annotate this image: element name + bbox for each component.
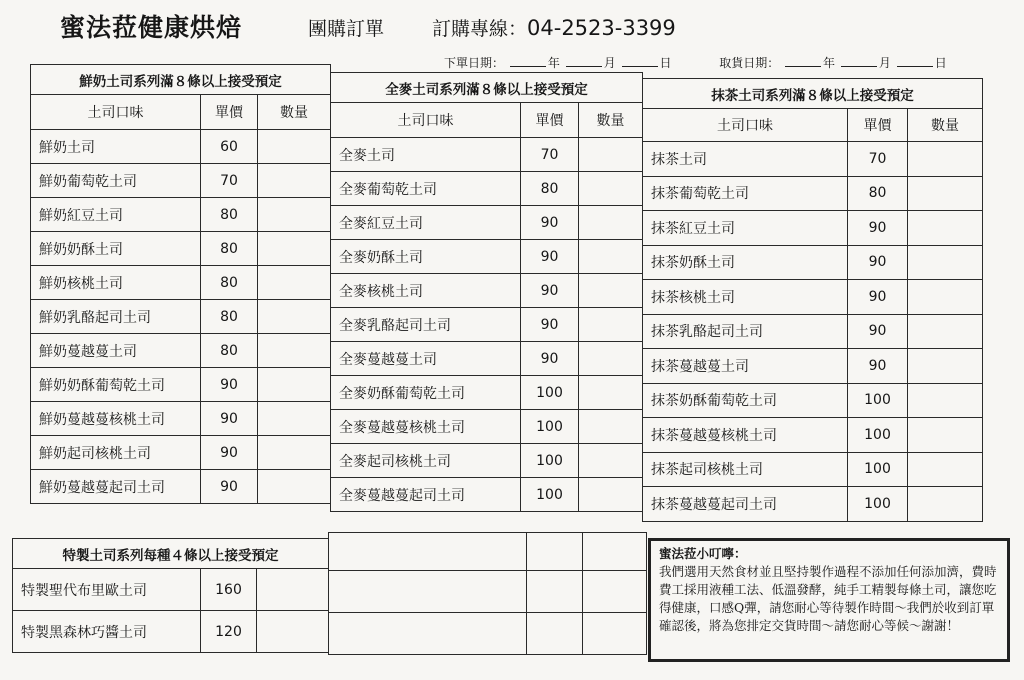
table-row [331, 274, 643, 308]
table-row [643, 349, 983, 384]
form-header [0, 0, 1024, 70]
unit-price: 100 [848, 487, 908, 522]
flavor-name: 全麥紅豆土司 [331, 206, 521, 240]
table-row [31, 368, 331, 402]
quantity-cell[interactable] [908, 142, 983, 177]
table-row [331, 444, 643, 478]
table-row [31, 402, 331, 436]
order-date-label: 下單日期： [444, 56, 505, 70]
unit-price: 80 [201, 334, 258, 368]
special-caption: 特製土司系列每種４條以上接受預定 [13, 539, 329, 569]
quantity-cell[interactable] [908, 176, 983, 211]
table-row [643, 418, 983, 453]
pickup-year-blank[interactable] [785, 56, 821, 67]
flavor-name: 鮮奶蔓越蔓核桃土司 [31, 402, 201, 436]
quantity-cell[interactable] [258, 300, 331, 334]
unit-price: 90 [521, 206, 579, 240]
unit-price: 100 [521, 444, 579, 478]
series-caption: 全麥土司系列滿８條以上接受預定 [331, 73, 643, 103]
table-row [31, 266, 331, 300]
table-row [643, 176, 983, 211]
quantity-cell[interactable] [258, 402, 331, 436]
table-row [13, 569, 329, 611]
whole-wheat-toast-table [330, 72, 643, 512]
form-subtitle: 團購訂單 [308, 18, 385, 40]
unit-price: 90 [848, 245, 908, 280]
qty-column-header: 數量 [908, 109, 983, 142]
order-month-blank[interactable] [566, 56, 602, 67]
blank-cell [583, 571, 647, 613]
unit-price: 80 [201, 300, 258, 334]
unit-price: 90 [521, 342, 579, 376]
unit-price: 80 [201, 232, 258, 266]
flavor-name: 抹茶核桃土司 [643, 280, 848, 315]
quantity-cell[interactable] [908, 452, 983, 487]
quantity-cell[interactable] [908, 280, 983, 315]
table-row [643, 245, 983, 280]
unit-price: 90 [201, 402, 258, 436]
note-body: 我們選用天然食材並且堅持製作過程不添加任何添加濟，費時費工採用液種工法、低溫發酵，純手工精製每條土司，讓您吃得健康，口感Q彈，請您耐心等待製作時間～我們於收到訂單確認後，將為您排定交貨時間～請您耐心等候～謝謝！ [659, 564, 997, 633]
flavor-name: 全麥蔓越蔓起司土司 [331, 478, 521, 512]
flavor-name: 抹茶蔓越蔓核桃土司 [643, 418, 848, 453]
milk-toast-table [30, 64, 331, 504]
table-row [331, 308, 643, 342]
price-column-header: 單價 [201, 95, 258, 130]
order-year-label: 年 [547, 56, 560, 70]
date-fields [444, 54, 947, 71]
table-row [643, 383, 983, 418]
quantity-cell[interactable] [579, 342, 643, 376]
blank-grid [328, 532, 647, 655]
flavor-name: 抹茶乳酪起司土司 [643, 314, 848, 349]
quantity-cell[interactable] [579, 206, 643, 240]
unit-price: 80 [521, 172, 579, 206]
unit-price: 90 [848, 349, 908, 384]
quantity-cell[interactable] [258, 368, 331, 402]
unit-price: 90 [848, 280, 908, 315]
flavor-name: 全麥奶酥土司 [331, 240, 521, 274]
unit-price: 100 [848, 418, 908, 453]
matcha-toast-table [642, 78, 983, 522]
unit-price: 100 [521, 478, 579, 512]
table-row [643, 452, 983, 487]
flavor-name: 鮮奶核桃土司 [31, 266, 201, 300]
table-row [331, 342, 643, 376]
quantity-cell[interactable] [258, 130, 331, 164]
unit-price: 100 [521, 410, 579, 444]
blank-cell [527, 571, 583, 613]
table-row [331, 240, 643, 274]
flavor-name: 抹茶蔓越蔓起司土司 [643, 487, 848, 522]
unit-price: 80 [201, 266, 258, 300]
table-row [31, 130, 331, 164]
flavor-name: 抹茶葡萄乾土司 [643, 176, 848, 211]
flavor-name: 鮮奶蔓越蔓土司 [31, 334, 201, 368]
flavor-column-header: 土司口味 [31, 95, 201, 130]
table-row [643, 280, 983, 315]
special-toast-table [12, 538, 329, 653]
table-row [331, 138, 643, 172]
flavor-column-header: 土司口味 [643, 109, 848, 142]
series-caption: 抹茶土司系列滿８條以上接受預定 [643, 79, 983, 109]
unit-price: 80 [201, 198, 258, 232]
table-row [31, 232, 331, 266]
blank-cell [329, 571, 527, 613]
table-row [31, 164, 331, 198]
table-row [31, 470, 331, 504]
flavor-name: 全麥乳酪起司土司 [331, 308, 521, 342]
quantity-cell[interactable] [579, 376, 643, 410]
flavor-name: 全麥核桃土司 [331, 274, 521, 308]
flavor-name: 全麥土司 [331, 138, 521, 172]
quantity-cell[interactable] [258, 266, 331, 300]
quantity-cell[interactable] [579, 240, 643, 274]
pickup-month-blank[interactable] [841, 56, 877, 67]
quantity-cell[interactable] [908, 211, 983, 246]
blank-cell [329, 613, 527, 655]
order-day-blank[interactable] [622, 56, 658, 67]
unit-price: 160 [201, 569, 257, 611]
qty-column-header: 數量 [579, 103, 643, 138]
quantity-cell[interactable] [908, 314, 983, 349]
unit-price: 90 [201, 470, 258, 504]
flavor-name: 特製黑森林巧醬土司 [13, 611, 201, 653]
quantity-cell[interactable] [258, 470, 331, 504]
pickup-day-label: 日 [934, 56, 947, 70]
quantity-cell[interactable] [579, 138, 643, 172]
table-row [643, 314, 983, 349]
hotline-label: 訂購專線： [432, 18, 528, 40]
table-row [331, 478, 643, 512]
flavor-name: 全麥蔓越蔓土司 [331, 342, 521, 376]
price-column-header: 單價 [521, 103, 579, 138]
flavor-name: 抹茶土司 [643, 142, 848, 177]
flavor-name: 鮮奶葡萄乾土司 [31, 164, 201, 198]
quantity-cell[interactable] [908, 245, 983, 280]
pickup-year-label: 年 [823, 56, 836, 70]
flavor-name: 鮮奶奶酥葡萄乾土司 [31, 368, 201, 402]
reminder-note [648, 538, 1010, 662]
unit-price: 60 [201, 130, 258, 164]
unit-price: 90 [521, 308, 579, 342]
quantity-cell[interactable] [257, 611, 329, 653]
quantity-cell[interactable] [258, 164, 331, 198]
quantity-cell[interactable] [579, 478, 643, 512]
flavor-name: 鮮奶土司 [31, 130, 201, 164]
flavor-column-header: 土司口味 [331, 103, 521, 138]
unit-price: 100 [848, 452, 908, 487]
series-caption: 鮮奶土司系列滿８條以上接受預定 [31, 65, 331, 95]
price-column-header: 單價 [848, 109, 908, 142]
table-row [31, 334, 331, 368]
qty-column-header: 數量 [258, 95, 331, 130]
flavor-name: 鮮奶起司核桃土司 [31, 436, 201, 470]
flavor-name: 全麥蔓越蔓核桃土司 [331, 410, 521, 444]
blank-cell [329, 533, 527, 571]
quantity-cell[interactable] [258, 198, 331, 232]
unit-price: 90 [521, 240, 579, 274]
flavor-name: 鮮奶奶酥土司 [31, 232, 201, 266]
quantity-cell[interactable] [579, 172, 643, 206]
unit-price: 120 [201, 611, 257, 653]
unit-price: 100 [521, 376, 579, 410]
blank-cell [583, 613, 647, 655]
quantity-cell[interactable] [908, 383, 983, 418]
blank-cell [527, 613, 583, 655]
table-row [643, 142, 983, 177]
flavor-name: 全麥奶酥葡萄乾土司 [331, 376, 521, 410]
unit-price: 90 [848, 211, 908, 246]
table-row [331, 206, 643, 240]
flavor-name: 特製聖代布里歐土司 [13, 569, 201, 611]
unit-price: 90 [848, 314, 908, 349]
quantity-cell[interactable] [908, 487, 983, 522]
flavor-name: 抹茶蔓越蔓土司 [643, 349, 848, 384]
brand-name: 蜜法菈健康烘焙 [60, 13, 243, 42]
quantity-cell[interactable] [258, 334, 331, 368]
unit-price: 70 [201, 164, 258, 198]
flavor-name: 抹茶奶酥土司 [643, 245, 848, 280]
note-title: 蜜法菈小叮嚀： [659, 546, 747, 561]
quantity-cell[interactable] [258, 436, 331, 470]
pickup-month-label: 月 [878, 56, 891, 70]
unit-price: 80 [848, 176, 908, 211]
flavor-name: 抹茶起司核桃土司 [643, 452, 848, 487]
table-row [331, 376, 643, 410]
unit-price: 70 [521, 138, 579, 172]
quantity-cell[interactable] [908, 418, 983, 453]
unit-price: 90 [201, 436, 258, 470]
unit-price: 90 [521, 274, 579, 308]
flavor-name: 全麥葡萄乾土司 [331, 172, 521, 206]
unit-price: 100 [848, 383, 908, 418]
quantity-cell[interactable] [258, 232, 331, 266]
hotline-number: 04-2523-3399 [527, 16, 676, 40]
quantity-cell[interactable] [579, 410, 643, 444]
blank-cell [527, 533, 583, 571]
table-row [643, 211, 983, 246]
blank-cell [583, 533, 647, 571]
quantity-cell[interactable] [257, 569, 329, 611]
table-row [31, 198, 331, 232]
flavor-name: 鮮奶紅豆土司 [31, 198, 201, 232]
unit-price: 70 [848, 142, 908, 177]
table-row [13, 611, 329, 653]
flavor-name: 抹茶紅豆土司 [643, 211, 848, 246]
flavor-name: 鮮奶乳酪起司土司 [31, 300, 201, 334]
order-year-blank[interactable] [510, 56, 546, 67]
table-row [643, 487, 983, 522]
quantity-cell[interactable] [579, 444, 643, 478]
pickup-date-label: 取貨日期： [719, 56, 780, 70]
order-month-label: 月 [603, 56, 616, 70]
order-hotline [432, 14, 676, 41]
flavor-name: 全麥起司核桃土司 [331, 444, 521, 478]
quantity-cell[interactable] [908, 349, 983, 384]
flavor-name: 抹茶奶酥葡萄乾土司 [643, 383, 848, 418]
flavor-name: 鮮奶蔓越蔓起司土司 [31, 470, 201, 504]
table-row [331, 172, 643, 206]
table-row [331, 410, 643, 444]
pickup-day-blank[interactable] [897, 56, 933, 67]
unit-price: 90 [201, 368, 258, 402]
order-day-label: 日 [659, 56, 672, 70]
table-row [31, 436, 331, 470]
quantity-cell[interactable] [579, 308, 643, 342]
quantity-cell[interactable] [579, 274, 643, 308]
table-row [31, 300, 331, 334]
